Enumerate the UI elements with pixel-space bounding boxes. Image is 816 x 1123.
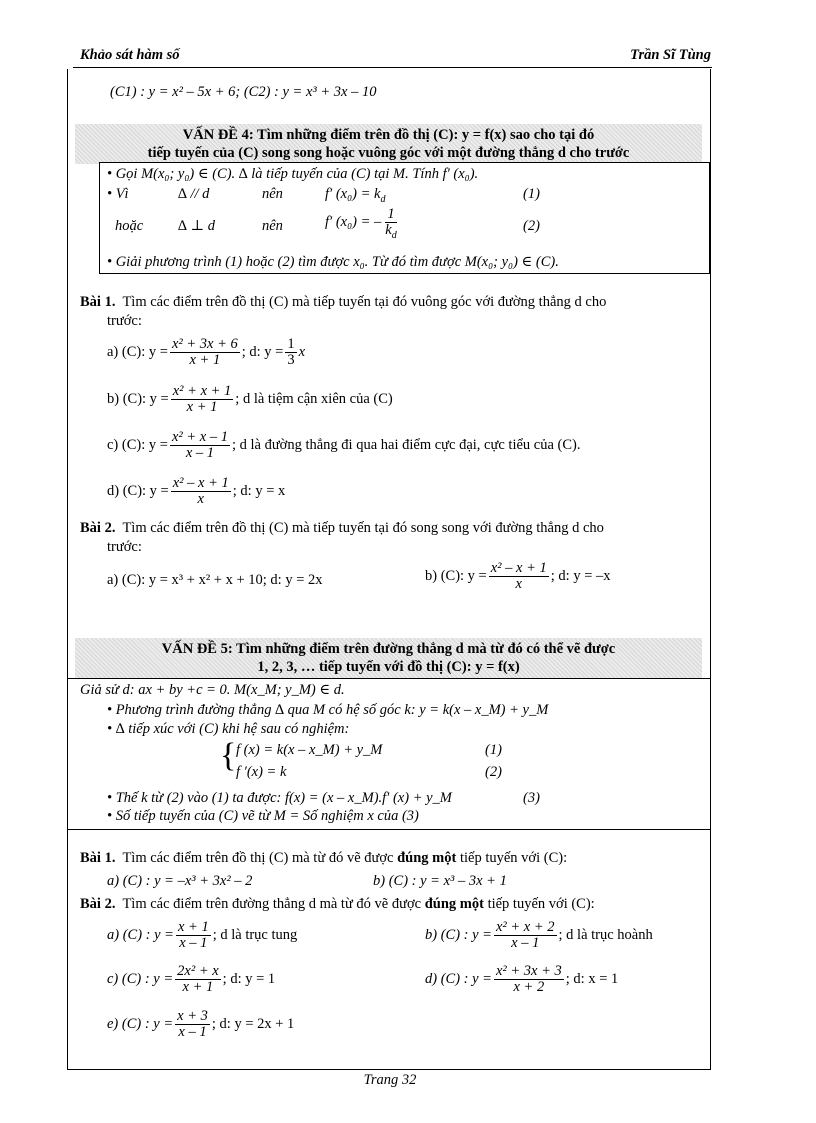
vd4-nen-2: nên [262, 218, 283, 234]
top-item-text: (C1) : y = x² – 5x + 6; (C2) : y = x³ + 3x – 10 [110, 84, 377, 100]
van-de-4-banner [75, 124, 702, 164]
vd4-nen-1: nên [262, 186, 283, 202]
bai2-vd5-c: c) (C) : y = $\frac{\text{2x² + x}}{x + 1}$ ; d: y = 1 [107, 963, 276, 996]
vd5-sys-num-2: (2) [485, 764, 502, 780]
bai1-vd4-d: d) (C): y = $\frac{\text{x² – x + 1}}{x}$ ; d: y = x [107, 475, 286, 508]
vd4-vi: • Vì [107, 186, 129, 202]
top-item [110, 84, 376, 101]
van-de-4-title-1: VẤN ĐỀ 4: Tìm những điểm trên đồ thị (C): y = f(x) sao cho tại đó [182, 127, 595, 143]
header-author: Trần Sĩ Tùng [630, 47, 711, 63]
bai2-vd4-line-1: Bài 2. Tìm các điểm trên đồ thị (C) mà tiếp tuyến tại đó song song với đường thẳng d cho [80, 520, 604, 536]
vd5-sys-2: f ′(x) = k [236, 764, 287, 780]
bai1-vd4-c: c) (C): y = $\frac{\text{x² + x – 1}}{x - 1}$ ; d là đường thẳng đi qua hai điểm cực đại, cực tiểu của (C). [107, 429, 581, 462]
vd4-num-1: (1) [523, 186, 540, 202]
vd5-line-3: • ∆ tiếp xúc với (C) khi hệ sau có nghiệm: [107, 721, 350, 737]
van-de-4-title-2: tiếp tuyến của (C) song song hoặc vuông góc với một đường thẳng d cho trước [147, 145, 630, 161]
vd4-eq2: f′ (x₀) = – $\frac{1}{k_d}$ [325, 206, 397, 242]
vd4-hoac: hoặc [115, 218, 144, 234]
bai2-vd5-d: d) (C) : y = $\frac{\text{x² + 3x + 3}}{x + 2}$ ; d: x = 1 [425, 963, 619, 996]
bai1-vd4-b: b) (C): y = $\frac{\text{x² + x + 1}}{x + 1}$ ; d là tiệm cận xiên của (C) [107, 383, 393, 416]
van-de-5-title-2: 1, 2, 3, … tiếp tuyến với đồ thị (C): y = f(x) [257, 659, 520, 675]
bai1-vd4-a: a) (C): y = $\frac{\text{x² + 3x + 6}}{x + 1}$ ; d: y = $\frac{1}{3}$ x [107, 336, 306, 369]
vd4-line-1: • Gọi M(x₀; y₀) ∈ (C). ∆ là tiếp tuyến của (C) tại M. Tính f′ (x₀). [107, 166, 479, 182]
page-number: Trang 32 [363, 1072, 417, 1088]
bai2-vd5-a: a) (C) : y = $\frac{x + 1}{x - 1}$ ; d là trục tung [107, 919, 298, 952]
vd4-num-2: (2) [523, 218, 540, 234]
van-de-5-banner [75, 638, 702, 678]
system-brace: { [220, 737, 237, 774]
bai2-vd5-line: Bài 2. Tìm các điểm trên đường thẳng d mà từ đó vẽ được đúng một tiếp tuyến với (C): [80, 896, 595, 912]
vd4-line-last: • Giải phương trình (1) hoặc (2) tìm được x₀. Từ đó tìm được M(x₀; y₀) ∈ (C). [107, 254, 559, 270]
bai1-vd4-line-2: trước: [107, 313, 142, 329]
bai1-vd5-line: Bài 1. Tìm các điểm trên đồ thị (C) mà từ đó vẽ được đúng một tiếp tuyến với (C): [80, 850, 568, 866]
vd4-perp: ∆ ⊥ d [178, 218, 216, 234]
vd5-line-5: • Số tiếp tuyến của (C) vẽ từ M = Số nghiệm x của (3) [107, 808, 419, 824]
vd5-line-4: • Thế k từ (2) vào (1) ta được: f(x) = (x – x_M).f′ (x) + y_M [107, 790, 452, 806]
van-de-5-title-1: VẤN ĐỀ 5: Tìm những điểm trên đường thẳng d mà từ đó có thể vẽ được [161, 641, 616, 657]
bai2-vd5-e: e) (C) : y = $\frac{x + 3}{x - 1}$ ; d: y = 2x + 1 [107, 1008, 295, 1041]
bai1-vd5-b: b) (C) : y = x³ – 3x + 1 [373, 873, 507, 889]
vd5-line-2: • Phương trình đường thẳng ∆ qua M có hệ số góc k: y = k(x – x_M) + y_M [107, 702, 549, 718]
bai1-vd4-line-1: Bài 1. Tìm các điểm trên đồ thị (C) mà tiếp tuyến tại đó vuông góc với đường thẳng d cho [80, 294, 607, 310]
bai2-vd5-b: b) (C) : y = $\frac{\text{x² + x + 2}}{x - 1}$ ; d là trục hoành [425, 919, 653, 952]
bai1-vd5-a: a) (C) : y = –x³ + 3x² – 2 [107, 873, 253, 889]
vd5-sys-1: f (x) = k(x – x_M) + y_M [236, 742, 383, 758]
vd4-eq1: f′ $(x_0) = k_d$ [325, 186, 386, 205]
vd5-line-4-num: (3) [523, 790, 540, 806]
bai2-vd4-b: b) (C): y = $\frac{\text{x² – x + 1}}{x}$ ; d: y = –x [425, 560, 611, 593]
header-title: Khảo sát hàm số [80, 47, 180, 63]
vd5-line-1: Giả sử d: ax + by +c = 0. M(x_M; y_M) ∈ d. [80, 682, 345, 698]
bai2-vd4-a: a) (C): y = x³ + x² + x + 10; d: y = 2x [107, 572, 323, 588]
vd5-sys-num-1: (1) [485, 742, 502, 758]
vd4-parallel: ∆ // d [178, 186, 210, 202]
bai2-vd4-line-2: trước: [107, 539, 142, 555]
header-rule [73, 67, 712, 68]
